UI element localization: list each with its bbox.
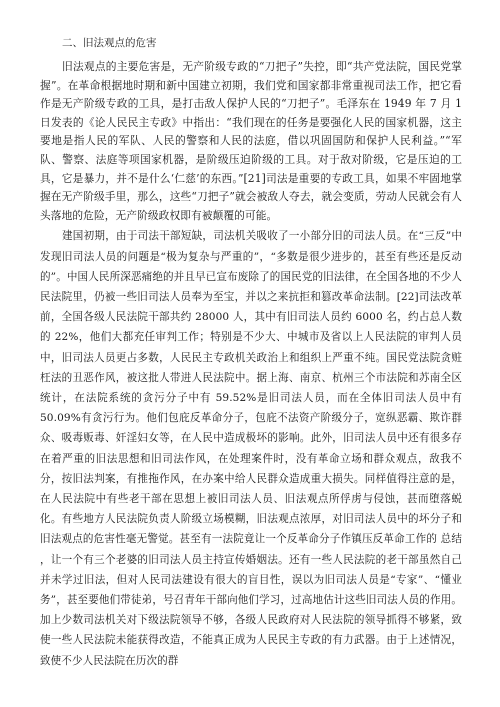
- section-heading: 二、旧法观点的危害: [62, 37, 157, 49]
- paragraph-1: 旧法观点的主要危害是，无产阶级专政的“刀把子”失控，即“共产党法院，国民党掌握”。在革命根据地时期和新中国建立初期，我们党和国家都非常重视司法工作，把它看作是无产阶级专政的工具，是打击敌人保护人民的“刀把子”。毛泽东在 1949 年 7 月 1 日发表的《论人民民主专政》中指出：“我们现在的任务是要强化人民的国家机器，这主要地是指人民的军队、人民的警察和人民的法庭，借以巩固国防和保护人民利益。”“军队、警察、法庭等项国家机器，是阶级压迫阶级的工具。对于敌对阶级，它是压迫的工具，它是暴力，并不是什么‘仁慈’的东西。”[21]司法是重要的专政工具，如果不牢固地掌握在无产阶级手里，那么，这些“刀把子”就会被敌人夺去，就会变质，劳动人民就会有人头落地的危险，无产阶级政权即有被颠覆的可能。: [40, 60, 462, 222]
- paragraph-2: 建国初期，由于司法干部短缺，司法机关吸收了一小部分旧的司法人员。在“三反”中发现旧司法人员的问题是“极为复杂与严重的”，“多数是很少进步的，甚至有些还是反动的”。中国人民所深恶痛绝的并且早已宣布废除了的国民党的旧法律，在全国各地的不少人民法院里，仍被一些旧司法人员奉为至宝，并以之来抗拒和篡改革命法制。[22]司法改革前，全国各级人民法院干部共约 28000 人，其中有旧司法人员约 6000 名，约占总人数的 22%，他们大都充任审判工作；特别是不少大、中城市及省以上人民法院的审判人员中，旧司法人员更占多数，人民民主专政机关政治上和组织上严重不纯。国民党法院贪赃枉法的丑恶作风，被这批人带进人民法院中。据上海、南京、杭州三个市法院和苏南全区统计，在法院系统的贪污分子中有 59.52%是旧司法人员，而在全体旧司法人员中有 50.09%有贪污行为。他们包庇反革命分子，包庇不法资产阶级分子，宽纵恶霸、欺诈群众、吸毒贩毒、奸淫妇女等，在人民中造成极坏的影响。此外，旧司法人员中还有很多存在着严重的旧法思想和旧司法作风，在处理案件时，没有革命立场和群众观点，敌我不分，按旧法判案，有推拖作风，在办案中给人民群众造成重大损失。同样值得注意的是，在人民法院中有些老干部在思想上被旧司法人员、旧法观点所俘虏与侵蚀，甚而堕落蜕化。有些地方人民法院负责人阶级立场模糊，旧法观点浓厚，对旧司法人员中的坏分子和旧法观点的危害性毫无警觉。甚至有一法院竟让一个反革命分子作镇压反革命工作的 总结 ，让一个有三个老婆的旧司法人员主持宣传婚姻法。还有一些人民法院的老干部虽然自己并未学过旧法，但对人民司法建设有很大的盲目性，误以为旧司法人员是“专家”、“懂业务”，甚至要他们带徒弟，号召青年干部向他们学习，过高地估计这些旧司法人员的作用。加上少数司法机关对下级法院领导不够，各级人民政府对人民法院的领导抓得不够紧，致使一些人民法院未能获得改造，不能真正成为人民民主专政的有力武器。由于上述情况，致使不少人民法院在历次的群: [40, 230, 462, 667]
